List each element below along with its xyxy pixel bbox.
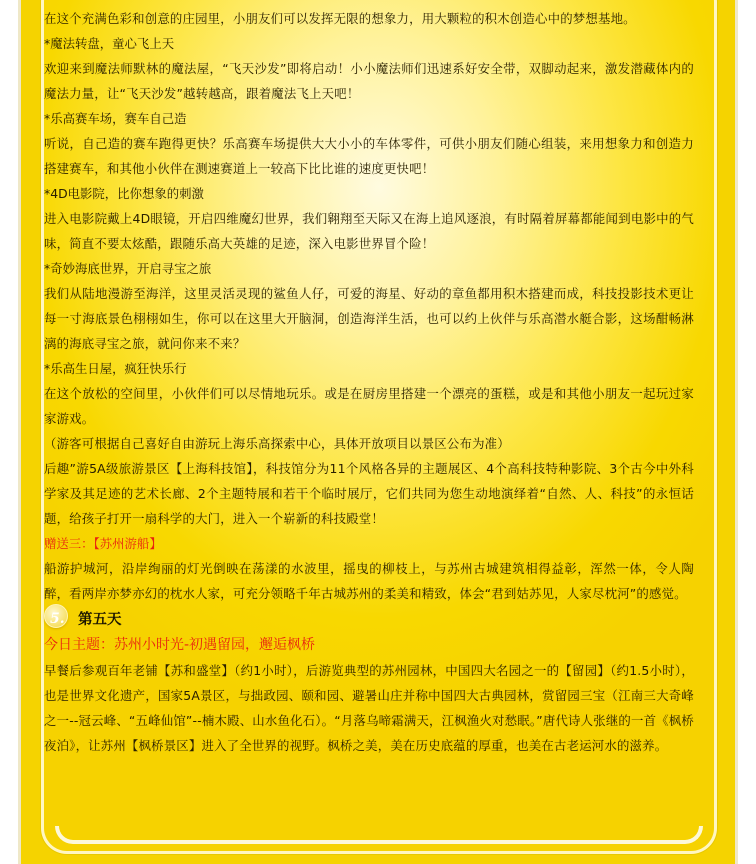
paragraph-science-museum: 后趣”游5A级旅游景区【上海科技馆】，科技馆分为11个风格各异的主题展区、4个高科技特种影院、3个古今中外科学家及其足迹的艺术长廊、2个主题特展和若干个临时展厅，它们共同为您生动地演绎着“自然、人、科技”的永恒话题，给孩子打开一扇科学的大门，进入一个崭新的科技殿堂！ xyxy=(44,461,694,526)
paragraph-race-track: 听说，自己造的赛车跑得更快？乐高赛车场提供大大小小的车体零件，可供小朋友们随心组装，来用想象力和创造力搭建赛车，和其他小伙伴在测速赛道上一较高下比比谁的速度更快吧！ xyxy=(44,136,694,176)
subheading-birthday-house: *乐高生日屋，疯狂快乐行 xyxy=(44,361,187,376)
paragraph-4d-cinema: 进入电影院戴上4D眼镜，开启四维魔幻世界，我们翱翔至天际又在海上追风逐浪，有时隔着屏幕都能闻到电影中的气味，简直不要太炫酷，跟随乐高大英雄的足迹，深入电影世界冒个险！ xyxy=(44,211,694,251)
paragraph-day-five: 早餐后参观百年老铺【苏和盛堂】（约1小时），后游览典型的苏州园林，中国四大名园之一的【留园】（约1.5小时），也是世界文化遗产，国家5A景区，与拙政园、颐和园、避暑山庄并称中国四大古典园林，赏留园三宝（江南三大奇峰之一--冠云峰、“五峰仙馆”--楠木殿、山水鱼化石）。“月落乌啼霜满天，江枫渔火对愁眠。”唐代诗人张继的一首《枫桥夜泊》，让苏州【枫桥景区】进入了全世界的视野。枫桥之美，美在历史底蕴的厚重，也美在古老运河水的滋养。 xyxy=(44,663,694,753)
panel-border xyxy=(55,826,703,844)
subheading-race-track: *乐高赛车场，赛车自己造 xyxy=(44,111,187,126)
day-number: 5. xyxy=(50,611,65,627)
subheading-4d-cinema: *4D电影院，比你想象的刺激 xyxy=(44,186,204,201)
subheading-undersea-world: *奇妙海底世界，开启寻宝之旅 xyxy=(44,261,212,276)
subheading-magic-turntable: *魔法转盘，童心飞上天 xyxy=(44,36,175,51)
itinerary-content xyxy=(44,6,694,758)
paragraph-birthday-house: 在这个放松的空间里，小伙伴们可以尽情地玩乐。或是在厨房里搭建一个漂亮的蛋糕，或是和其他小朋友一起玩过家家游戏。 xyxy=(44,386,694,426)
paragraph-lego-garden: 在这个充满色彩和创意的庄园里，小朋友们可以发挥无限的想象力，用大颗粒的积木创造心中的梦想基地。 xyxy=(44,11,636,26)
note-opening-items: （游客可根据自己喜好自由游玩上海乐高探索中心，具体开放项目以景区公布为准） xyxy=(44,436,510,451)
paragraph-undersea-world: 我们从陆地漫游至海洋，这里灵活灵现的鲨鱼人仔，可爱的海星、好动的章鱼都用积木搭建而成，科技投影技术更让每一寸海底景色栩栩如生，你可以在这里大开脑洞，创造海洋生活，也可以约上伙伴与乐高潜水艇合影，这场酣畅淋漓的海底寻宝之旅，就问你来不来？ xyxy=(44,286,694,351)
day-five-header xyxy=(44,608,694,633)
day-title: 第五天 xyxy=(78,612,122,628)
gift-three-heading: 赠送三：【苏州游船】 xyxy=(44,536,162,551)
paragraph-magic-house: 欢迎来到魔法师默林的魔法屋，“飞天沙发”即将启动！小小魔法师们迅速系好安全带，双脚动起来，激发潜藏体内的魔法力量，让“飞天沙发”越转越高，跟着魔法飞上天吧！ xyxy=(44,61,694,101)
day-theme: 今日主题：苏州小时光-初遇留园，邂逅枫桥 xyxy=(44,637,316,653)
paragraph-suzhou-boat: 船游护城河，沿岸绚丽的灯光倒映在荡漾的水波里，摇曳的柳枝上，与苏州古城建筑相得益彰，浑然一体，令人陶醉，看两岸亦梦亦幻的枕水人家，可充分领略千年古城苏州的柔美和精致，体会“君到姑苏见，人家尽枕河”的感觉。 xyxy=(44,561,694,601)
